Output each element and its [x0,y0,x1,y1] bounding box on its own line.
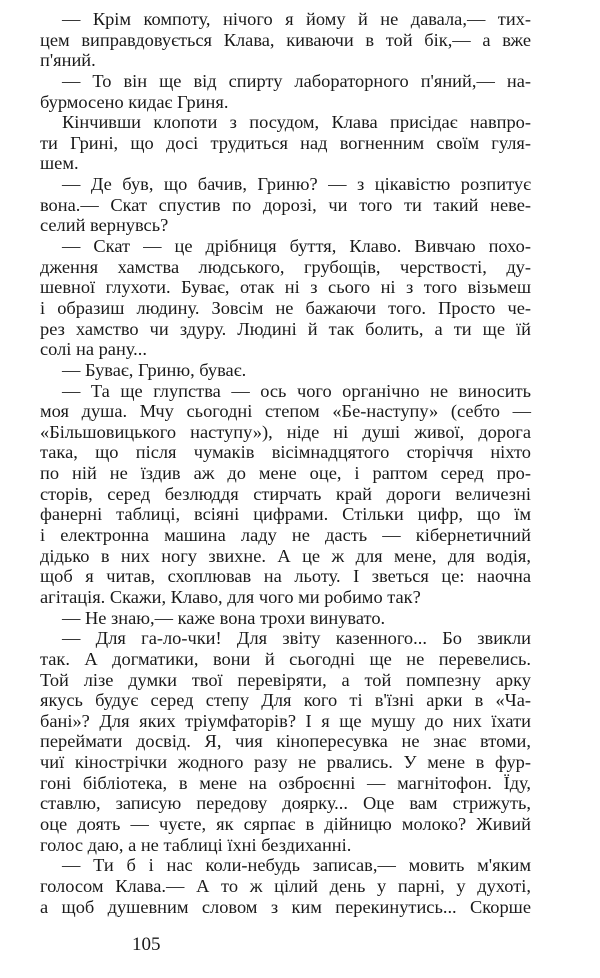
text-line [40,319,531,340]
text-line [40,835,531,856]
text-line-content: переймати досвід. Я, чия кінопересувка не знає втоми, [40,731,531,752]
text-line-content: — Скат — це дрібниця буття, Клаво. Вивчаю похо- [62,236,531,257]
text-line [40,649,531,670]
text-line-content: по ній не їздив аж до мене оце, і раптом серед про- [40,463,531,484]
text-line-content: і образиш людину. Зовсім не бажаючи того. Просто че- [40,297,531,318]
text-line [40,133,531,154]
text-line [40,195,531,216]
text-line-content: селий вернувсь? [40,215,169,236]
text-line [40,422,531,443]
text-line [40,773,531,794]
text-line-content: п'яний. [40,50,96,71]
text-line [40,463,531,484]
text-line-content: шевної глухоти. Буває, отак ні з сього ні з того візьмеш [40,277,531,298]
text-line-content: моя душа. Мчу сьогодні степом «Бе-наступу» (себто — [40,401,531,422]
text-line [40,215,531,236]
text-line [40,442,531,463]
text-line [40,50,531,71]
text-line-content: — Буває, Гриню, буває. [62,359,247,380]
text-line-content: агітація. Скажи, Клаво, для чого ми робимо так? [40,586,421,607]
text-line [40,174,531,195]
text-line-content: якусь будує серед степу Для кого ті в'їзні арки в «Ча- [40,690,531,711]
text-line-content: — Та ще глупства — ось чого органічно не виносить [62,380,531,401]
text-line-content: вона.— Скат спустив по дорозі, чи того ти такий неве- [40,194,531,215]
text-line [40,731,531,752]
text-line-content: голос даю, а не таблиці їхні бездиханні. [40,834,352,855]
text-line-content: бані»? Для яких тріумфаторів? І я ще мушу до них їхати [40,710,531,731]
text-line [40,401,531,422]
text-line [40,608,531,629]
text-line [40,504,531,525]
text-line-content: так. А догматики, вони й сьогодні ще не перевелись. [40,648,531,669]
text-line [40,112,531,133]
text-line [40,690,531,711]
text-line-content: цем виправдовується Клава, киваючи в той бік,— а вже [40,29,531,50]
text-line-content: Кінчивши клопоти з посудом, Клава присідає навпро- [62,112,531,133]
text-line [40,71,531,92]
text-line [40,236,531,257]
text-line-content: чиї кінострічки жодного разу не рвались. У мене в фур- [40,752,531,773]
text-line [40,855,531,876]
text-line-content: гоні бібліотека, в мене на озброєнні — магнітофон. Їду, [40,772,531,793]
text-line [40,484,531,505]
text-line-content: сторів, серед безлюддя стирчать край дороги величезні [40,483,531,504]
text-line-content: рез хамство чи здуру. Людині й так болить, а ти ще їй [40,318,531,339]
text-line [40,814,531,835]
text-line-content: — То він ще від спирту лабораторного п'яний,— на- [62,70,531,91]
text-line [40,339,531,360]
text-line-content: щоб я читав, схоплював на льоту. І зветься це: наочна [40,566,531,587]
text-line [40,587,531,608]
text-line [40,793,531,814]
text-line [40,277,531,298]
text-line [40,711,531,732]
text-line-content: ти Грині, що досі трудиться над вогненним своїм гуля- [40,132,531,153]
text-line [40,566,531,587]
text-line-content: шем. [40,153,79,174]
text-line-content: солі на рану... [40,339,147,360]
text-line [40,9,531,30]
text-line [40,876,531,897]
text-line [40,298,531,319]
text-line-content: така, що після чумаків вісімнадцятого сторіччя ніхто [40,442,531,463]
text-line [40,153,531,174]
text-line-content: дідько в них ногу звихне. А це ж для мене, для водія, [40,545,531,566]
page-number: 105 [132,934,161,955]
text-line [40,360,531,381]
text-line-content: бурмосено кидає Гриня. [40,91,229,112]
text-line-content: оце доять — чуєте, як сярпає в дійницю молоко? Живий [40,813,531,834]
text-line-content: дження хамства людського, грубощів, черствості, ду- [40,256,531,277]
text-line-content: голосом Клава.— А то ж цілий день у парні, у духоті, [40,875,531,896]
text-line-content: Той лізе думки твої перевіряти, а той помпезну арку [40,669,531,690]
text-line-content: — Не знаю,— каже вона трохи винувато. [62,607,386,628]
text-line [40,670,531,691]
text-line-content: і електронна машина ладу не дасть — кібернетичний [40,525,531,546]
text-line [40,897,531,918]
page-body-text [40,9,531,917]
text-line-content: — Де був, що бачив, Гриню? — з цікавістю розпитує [62,174,531,195]
text-line [40,525,531,546]
text-line-content: — Ти б і нас коли-небудь записав,— мовить м'яким [62,855,531,876]
text-line-content: ставлю, записую передову доярку... Оце вам стрижуть, [40,793,531,814]
text-line-content: фанерні таблиці, всіяні цифрами. Стільки цифр, що їм [40,504,531,525]
text-line-content: «Більшовицького наступу»), ніде ні душі живої, дорога [40,421,531,442]
text-line [40,628,531,649]
text-line [40,546,531,567]
text-line-content: — Для га-ло-чки! Для звіту казенного... Бо звикли [62,628,531,649]
text-line [40,30,531,51]
text-line [40,752,531,773]
text-line [40,257,531,278]
text-line-content: а щоб душевним словом з ким перекинутись... Скорше [40,896,531,917]
text-line-content: — Крім компоту, нічого я йому й не давала,— тих- [62,9,531,29]
text-line [40,92,531,113]
text-line [40,381,531,402]
